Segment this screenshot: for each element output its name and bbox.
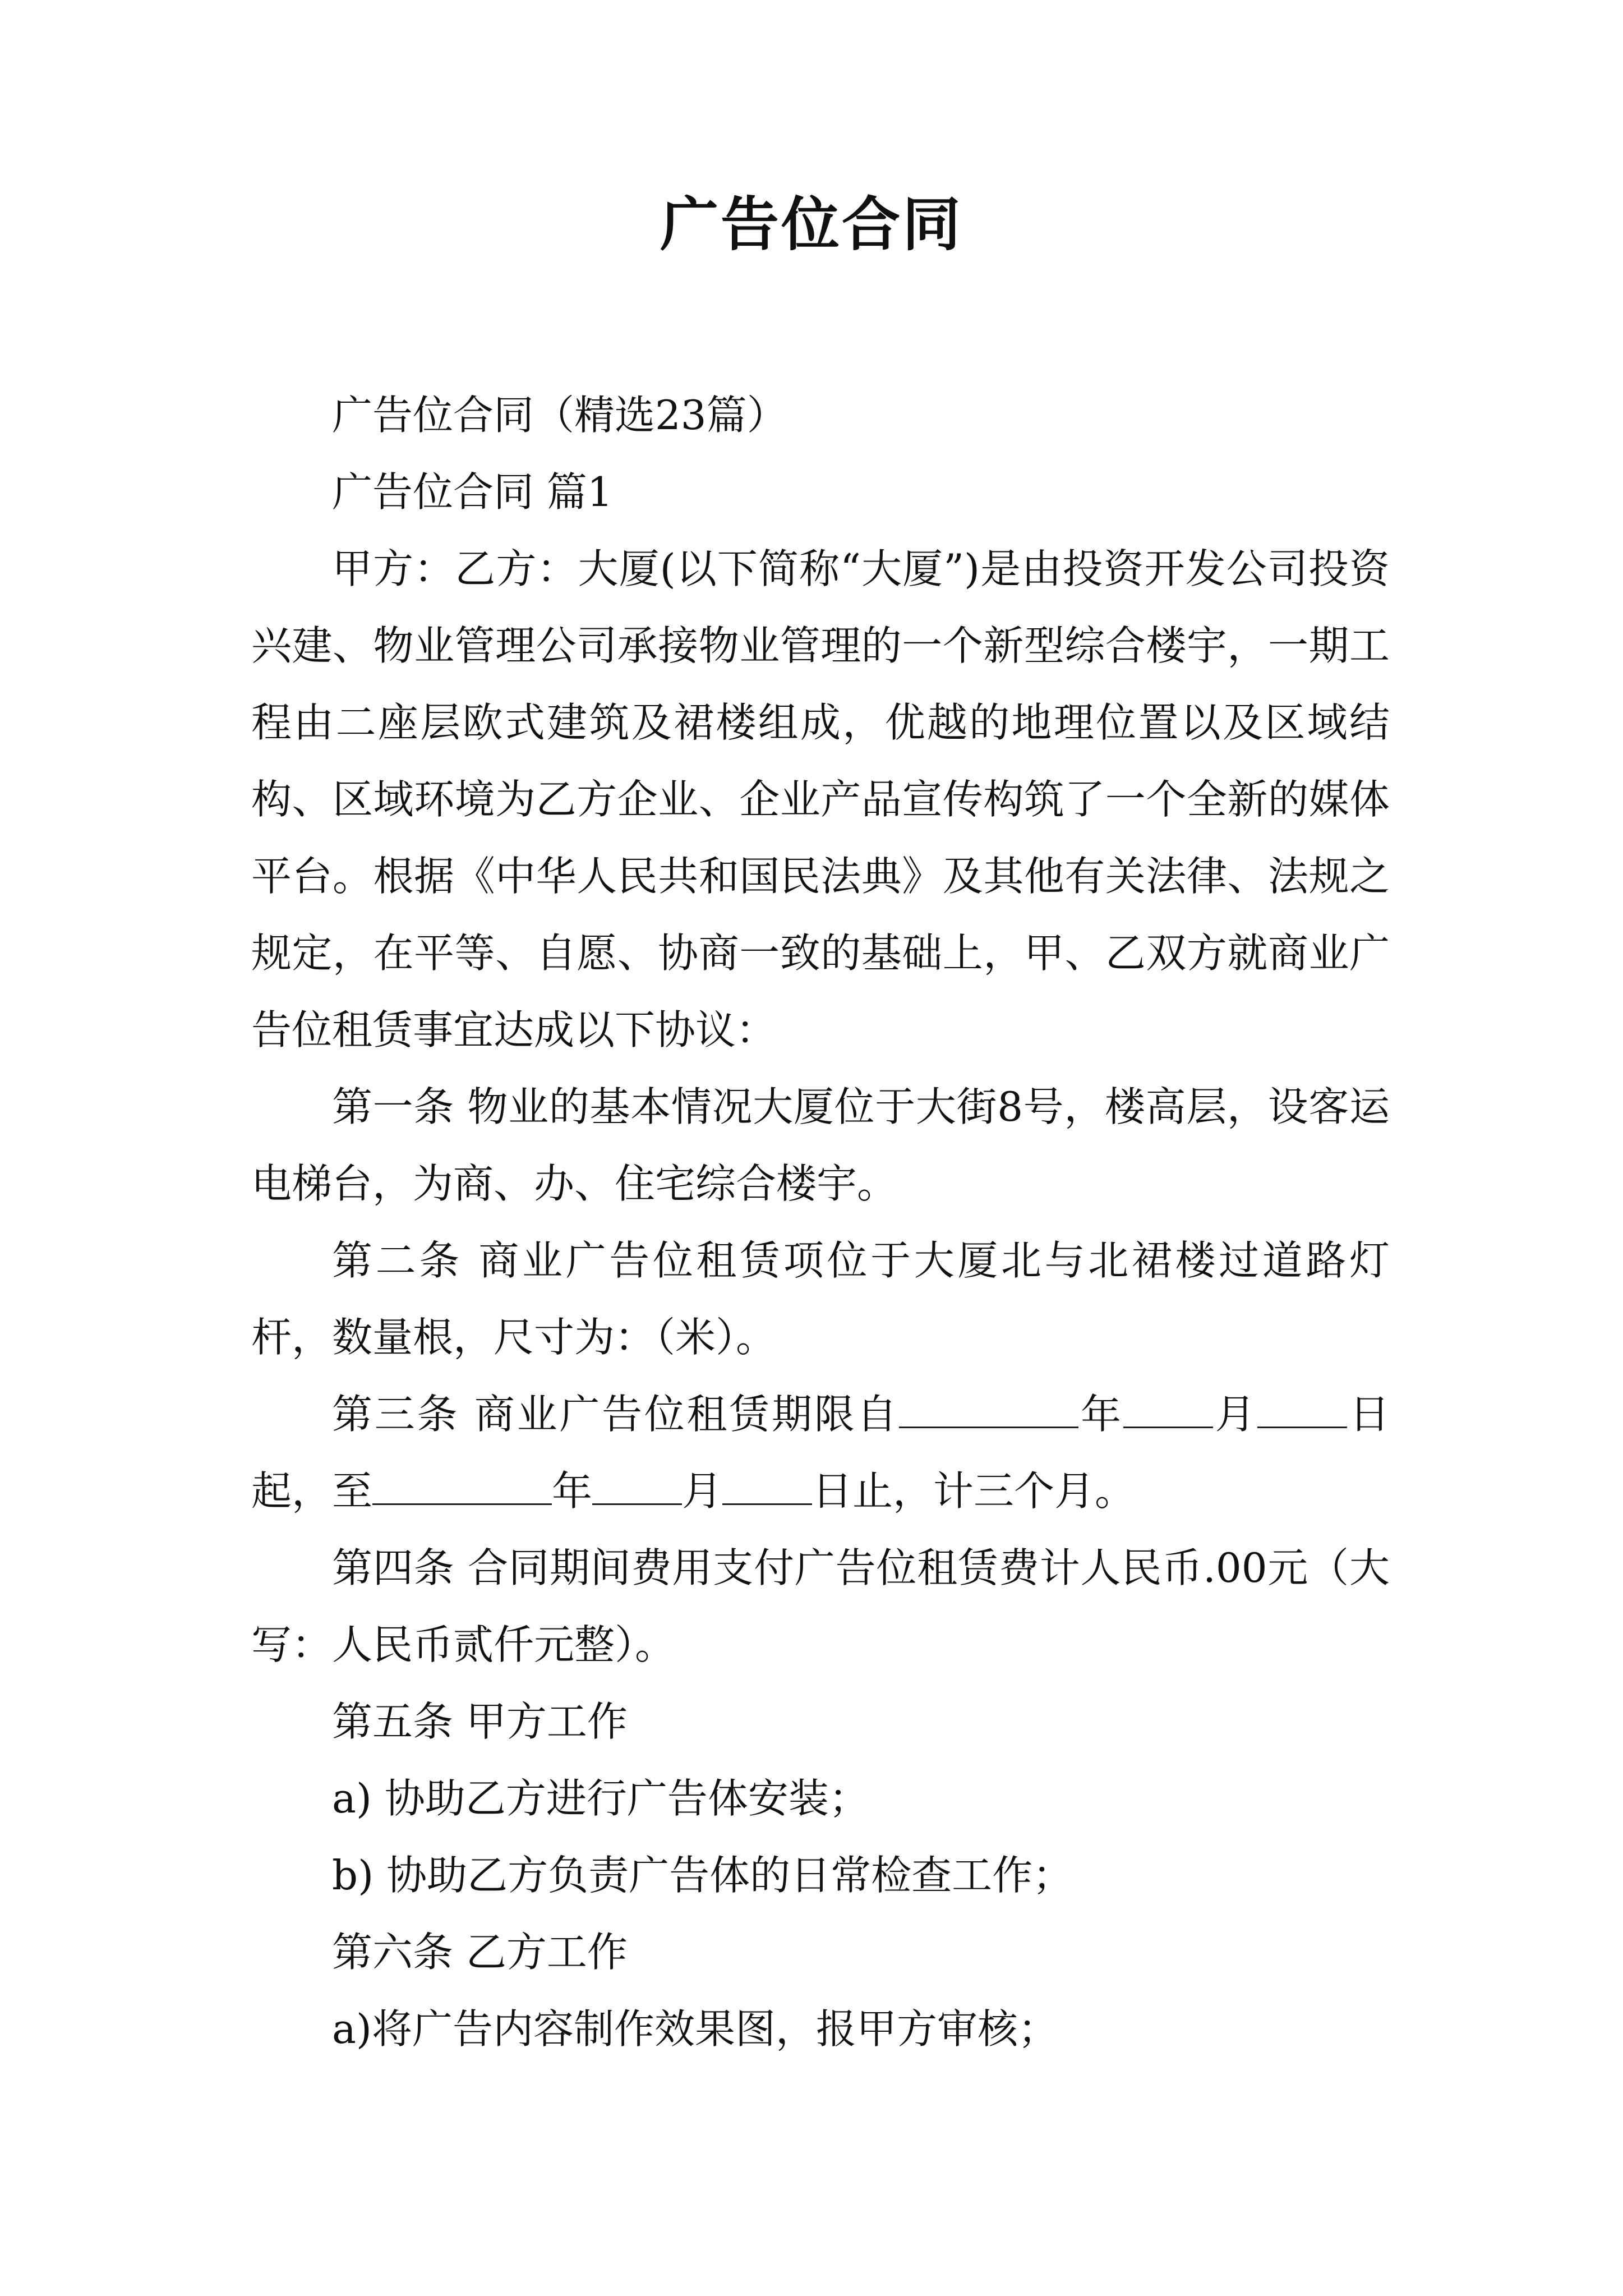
paragraph-intro: 甲方：乙方：大厦(以下简称“大厦”)是由投资开发公司投资兴建、物业管理公司承接物业管理的一个新型综合楼宇，一期工程由二座层欧式建筑及裙楼组成，优越的地理位置以及区域结构、区域环境为乙方企业、企业产品宣传构筑了一个全新的媒体平台。根据《中华人民共和国民法典》及其他有关法律、法规之规定，在平等、自愿、协商一致的基础上，甲、乙双方就商业广告位租赁事宜达成以下协议： bbox=[251, 545, 1390, 1053]
document-title: 广告位合同 bbox=[660, 190, 963, 259]
paragraph-article-1: 第一条 物业的基本情况大厦位于大街8号，楼高层，设客运电梯台，为商、办、住宅综合楼宇。 bbox=[251, 1083, 1390, 1207]
article-3-part: 年 bbox=[1078, 1391, 1123, 1438]
article-3-part: 日止，计三个月。 bbox=[812, 1467, 1136, 1515]
article-3-part: 月 bbox=[682, 1467, 723, 1515]
paragraph-article-6-item-a: a)将广告内容制作效果图，报甲方审核； bbox=[332, 2005, 1059, 2053]
paragraph-article-5-item-a: a) 协助乙方进行广告体安装； bbox=[332, 1775, 869, 1822]
blank-start-year bbox=[899, 1387, 1078, 1428]
paragraph-section-heading: 广告位合同 篇1 bbox=[332, 468, 613, 516]
paragraph-subtitle: 广告位合同（精选23篇） bbox=[332, 392, 787, 439]
blank-end-day bbox=[722, 1464, 812, 1505]
paragraph-article-2: 第二条 商业广告位租赁项位于大厦北与北裙楼过道路灯杆，数量根，尺寸为：（米）。 bbox=[251, 1237, 1390, 1361]
paragraph-article-3 bbox=[251, 1376, 1390, 1530]
paragraph-article-5-item-b: b) 协助乙方负责广告体的日常检查工作； bbox=[332, 1852, 1073, 1899]
document-body bbox=[251, 377, 1390, 2068]
blank-start-month bbox=[1123, 1387, 1213, 1428]
paragraph-article-4: 第四条 合同期间费用支付广告位租赁费计人民币.00元（大写：人民币贰仟元整）。 bbox=[251, 1544, 1390, 1668]
blank-end-month bbox=[592, 1464, 682, 1505]
article-3-part: 第三条 商业广告位租赁期限自 bbox=[332, 1391, 900, 1438]
article-3-part: 年 bbox=[552, 1467, 593, 1515]
paragraph-article-5: 第五条 甲方工作 bbox=[332, 1698, 628, 1745]
article-3-part: 月 bbox=[1212, 1391, 1258, 1438]
blank-start-day bbox=[1257, 1387, 1347, 1428]
blank-end-year bbox=[372, 1464, 552, 1505]
paragraph-article-6: 第六条 乙方工作 bbox=[332, 1929, 628, 1976]
article-3-part: 日起，至 bbox=[251, 1391, 1390, 1515]
